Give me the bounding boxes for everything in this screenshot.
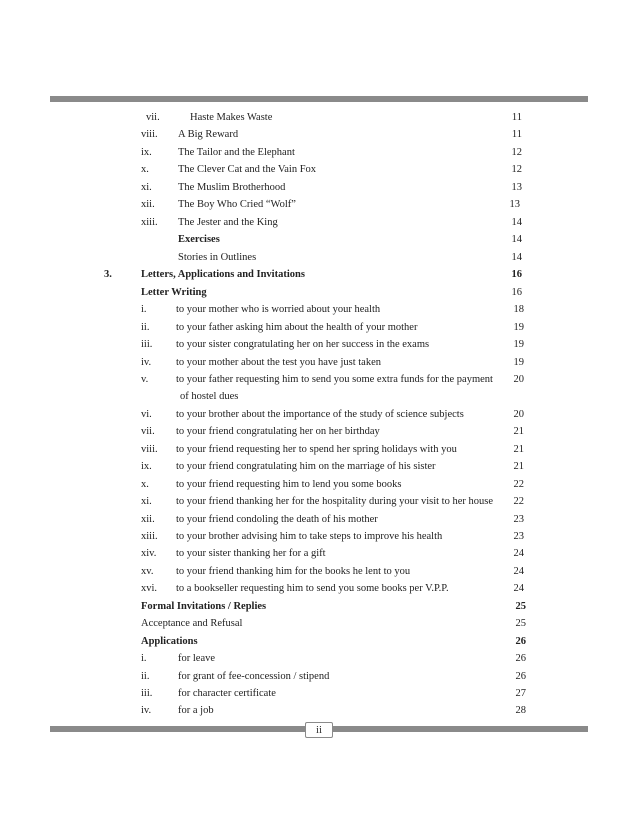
toc-title: to your friend congratulating him on the marriage of his sister [176,461,436,472]
toc-page: 14 [511,217,522,228]
toc-page: 16 [511,269,522,280]
toc-num: xvi. [141,583,158,594]
toc-page: 25 [515,601,526,612]
toc-page: 24 [513,566,524,577]
toc-num: xii. [141,514,155,525]
toc-page: 12 [511,147,522,158]
toc-page: 18 [513,304,524,315]
toc-title: to your father asking him about the health of your mother [176,322,418,333]
toc-page: 14 [511,234,522,245]
toc-num: xiv. [141,548,157,559]
toc-page: 24 [513,583,524,594]
toc-page: 20 [513,374,524,385]
toc-title: The Clever Cat and the Vain Fox [178,164,317,175]
toc-num: x. [141,164,149,175]
toc-outlines-title: Stories in Outlines [178,252,257,263]
toc-title-continued: of hostel dues [180,391,239,402]
toc-num: xi. [141,182,152,193]
toc-title: The Jester and the King [178,217,278,228]
toc-title: to your brother about the importance of the study of science subjects [176,409,464,420]
toc-title: to your mother who is worried about your health [176,304,381,315]
toc-page: 22 [513,496,524,507]
toc-num: viii. [141,129,158,140]
toc-num: x. [141,479,149,490]
toc-page: 25 [515,618,526,629]
toc-page: 21 [513,426,524,437]
toc-title: to your mother about the test you have just taken [176,357,381,368]
page-number-badge: ii [305,722,333,738]
toc-num: ii. [141,671,150,682]
toc-num: ix. [141,147,152,158]
toc-title: to a bookseller requesting him to send you some books per V.P.P. [176,583,449,594]
toc-page: 21 [513,461,524,472]
toc-title: to your friend requesting her to spend her spring holidays with you [176,444,457,455]
toc-num: ii. [141,322,150,333]
toc-page: 24 [513,548,524,559]
toc-page: 26 [515,653,526,664]
toc-page: 11 [511,112,522,123]
toc-num: xiii. [141,217,158,228]
toc-page: 11 [511,129,522,140]
toc-title: for character certificate [178,688,276,699]
toc-title: Haste Makes Waste [190,112,273,123]
toc-page: 27 [515,688,526,699]
toc-title: for grant of fee-concession / stipend [178,671,330,682]
toc-title: for a job [178,705,214,716]
toc-num: vi. [141,409,152,420]
toc-heading-applications: Applications [141,636,198,647]
toc-num: i. [141,304,147,315]
toc-title: to your friend condoling the death of his mother [176,514,378,525]
toc-page: 23 [513,514,524,525]
toc-page: 13 [509,199,520,210]
toc-num: vii. [146,112,160,123]
toc-title: to your friend thanking her for the hospitality during your visit to her house [176,496,493,507]
toc-num: viii. [141,444,158,455]
toc-page: 13 [511,182,522,193]
toc-page: 19 [513,357,524,368]
toc-heading-formal-invitations: Formal Invitations / Replies [141,601,267,612]
toc-page: 26 [515,636,526,647]
toc-page: 28 [515,705,526,716]
toc-heading-letter-writing: Letter Writing [141,287,207,298]
toc-section-title: Letters, Applications and Invitations [141,269,305,280]
toc-title: The Tailor and the Elephant [178,147,295,158]
toc-page: 26 [515,671,526,682]
toc-title: for leave [178,653,216,664]
toc-num: iv. [141,357,152,368]
toc-title: to your sister congratulating her on her success in the exams [176,339,430,350]
toc-title: to your brother advising him to take steps to improve his health [176,531,443,542]
toc-page: 22 [513,479,524,490]
toc-title: The Boy Who Cried “Wolf” [178,199,296,210]
toc-title: to your sister thanking her for a gift [176,548,326,559]
toc-num: iii. [141,688,153,699]
toc-num: v. [141,374,149,385]
toc-page: 23 [513,531,524,542]
toc-title: to your friend thanking him for the books he lent to you [176,566,411,577]
toc-section-number: 3. [104,269,112,280]
toc-num: vii. [141,426,155,437]
toc-num: iv. [141,705,152,716]
toc-page: 16 [511,287,522,298]
toc-title: to your friend congratulating her on her birthday [176,426,380,437]
toc-num: i. [141,653,147,664]
toc-title: to your father requesting him to send you some extra funds for the payment [176,374,493,385]
toc-title: The Muslim Brotherhood [178,182,286,193]
toc-page: 14 [511,252,522,263]
toc-page: 19 [513,322,524,333]
toc-num: xiii. [141,531,158,542]
toc-page: 12 [511,164,522,175]
toc-num: ix. [141,461,152,472]
toc-num: xii. [141,199,155,210]
toc-title: A Big Reward [178,129,239,140]
toc-num: xv. [141,566,154,577]
toc-acceptance-title: Acceptance and Refusal [141,618,243,629]
toc-title: to your friend requesting him to lend you some books [176,479,402,490]
toc-num: xi. [141,496,152,507]
toc-exercises-title: Exercises [178,234,220,245]
toc-page: 21 [513,444,524,455]
header-rule [50,96,588,102]
toc-num: iii. [141,339,153,350]
toc-page: 19 [513,339,524,350]
toc-page: 20 [513,409,524,420]
